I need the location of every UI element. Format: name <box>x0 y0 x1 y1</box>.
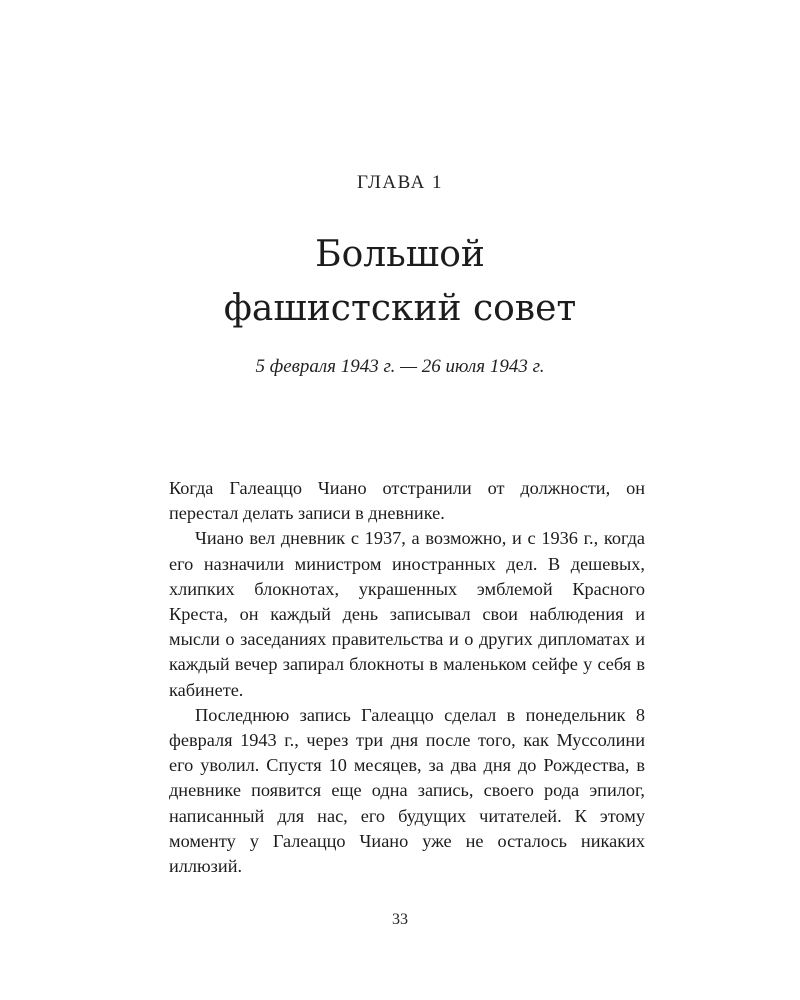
page-number: 33 <box>392 911 408 928</box>
paragraph-2: Чиано вел дневник с 1937, а возможно, и с 1936 г., когда его назначили министром иностранных дел. В дешевых, хлипких блокнотах, украшенных эмблемой Красного Креста, он каждый день записывал свои наблюдения и мысли о заседаниях правительства и о других дипломатах и каждый вечер запирал блокноты в маленьком сейфе у себя в кабинете. <box>169 528 645 700</box>
chapter-title <box>0 228 800 336</box>
chapter-title-line-1: Большой <box>315 234 485 275</box>
chapter-label: ГЛАВА 1 <box>356 172 444 193</box>
body-text <box>169 476 645 879</box>
chapter-date-range: 5 февраля 1943 г. — 26 июля 1943 г. <box>255 356 545 377</box>
paragraph-1: Когда Галеаццо Чиано отстранили от должности, он перестал делать записи в дневнике. <box>169 478 645 524</box>
chapter-title-line-2: фашистский совет <box>223 288 577 329</box>
paragraph-3: Последнюю запись Галеаццо сделал в понедельник 8 февраля 1943 г., через три дня после того, как Муссолини его уволил. Спустя 10 месяцев, за два дня до Рождества, в дневнике появится еще одна запись, своего рода эпилог, написанный для нас, его будущих читателей. К этому моменту у Галеаццо Чиано уже не осталось никаких иллюзий. <box>169 704 645 877</box>
